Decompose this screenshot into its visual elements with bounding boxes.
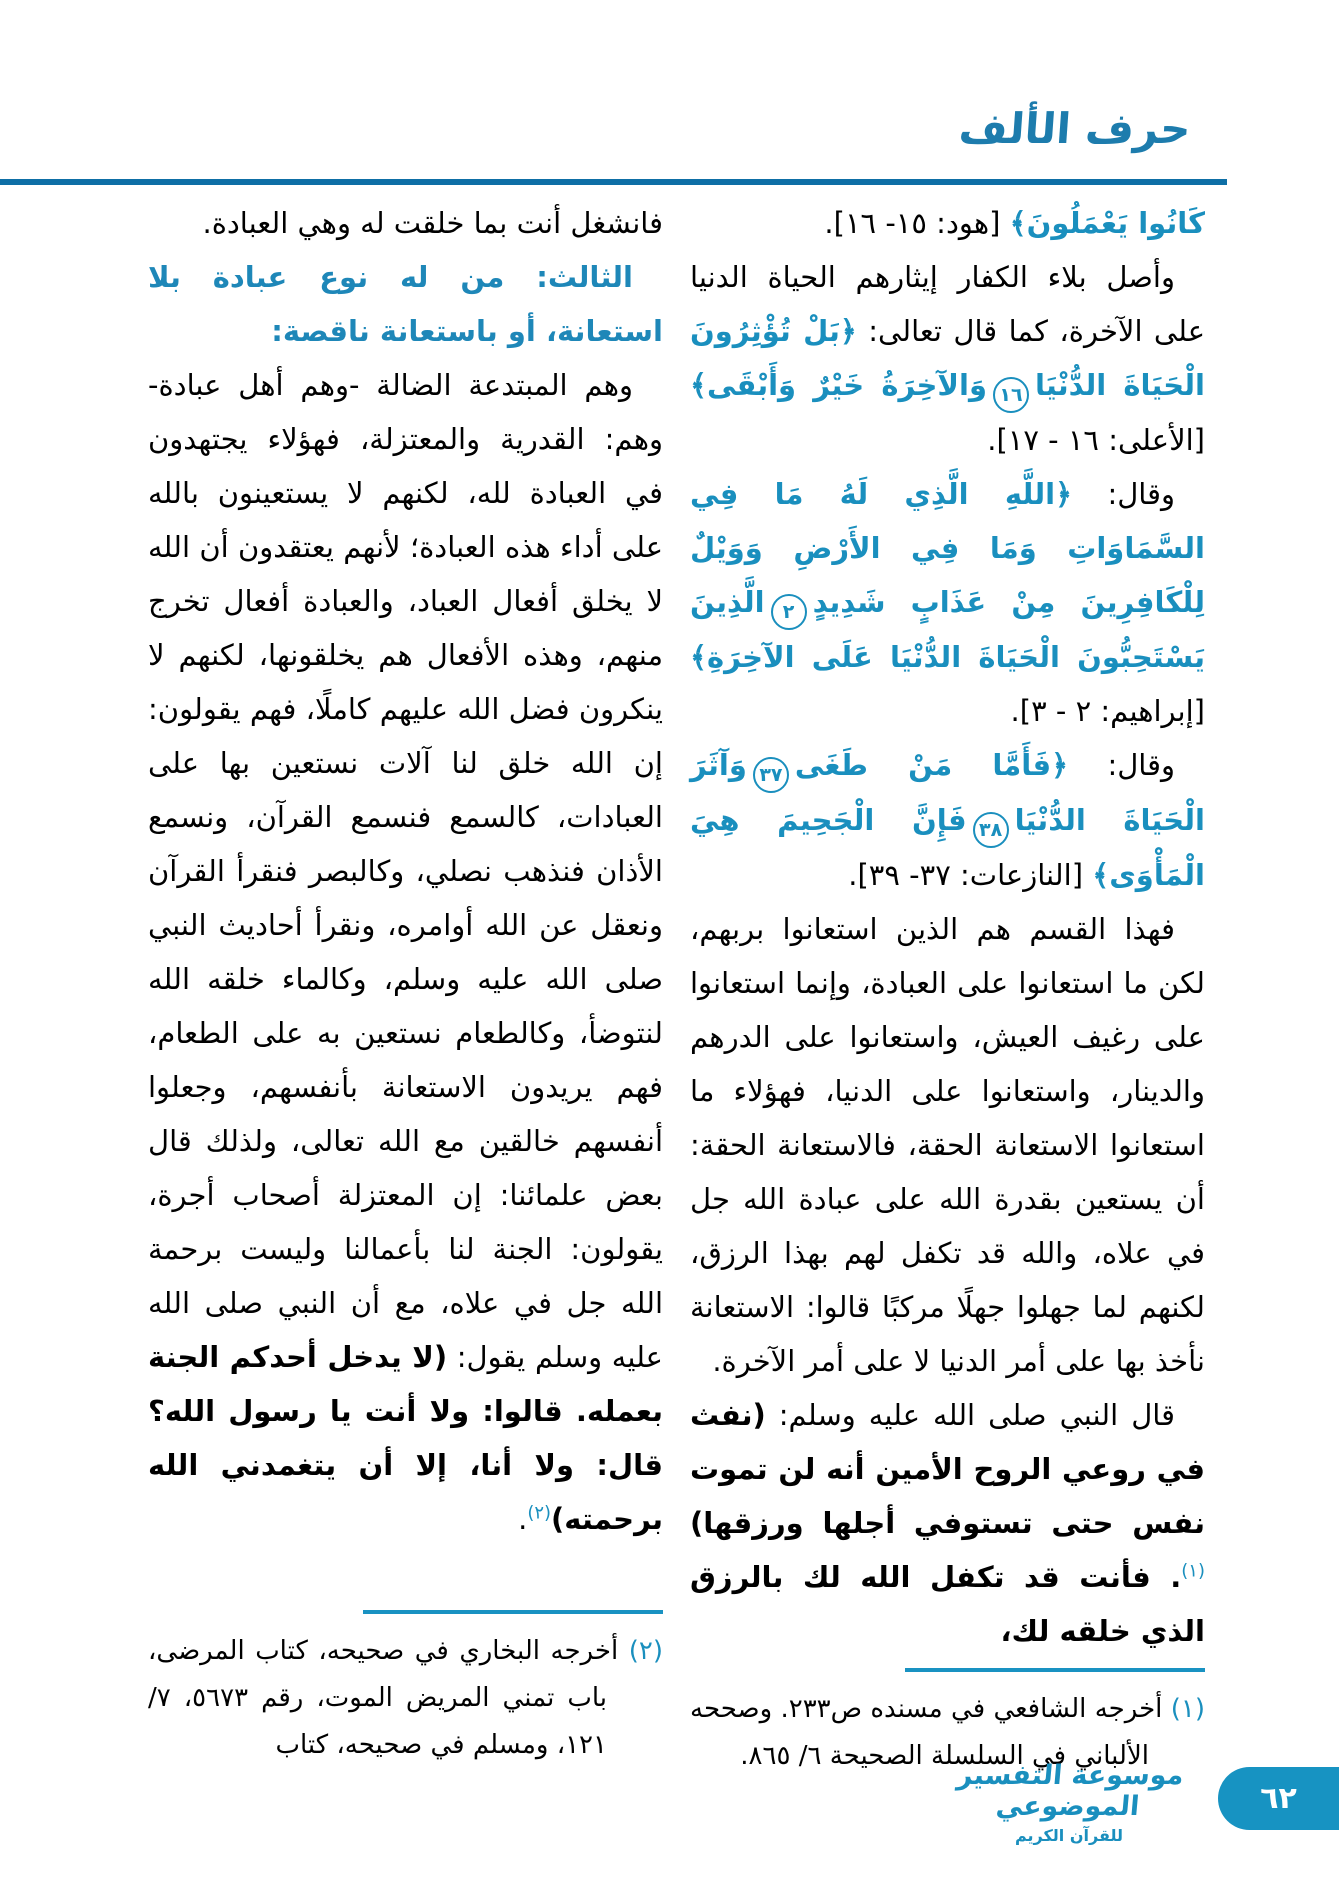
paragraph — [690, 738, 1205, 902]
body-text: وهم المبتدعة الضالة -وهم أهل عبادة- وهم: القدرية والمعتزلة، فهؤلاء يجتهدون في العبادة لله، لكنهم لا يستعينون بالله على أداء هذه العبادة؛ لأنهم يعتقدون أن الله لا يخلق أفعال العباد، والعبادة أفعال تخرج منهم، وهذه الأفعال هم يخلقونها، لكنهم لا ينكرون فضل الله عليهم كاملًا، فهم يقولون: إن الله خلق لنا آلات نستعين بها على العبادات، كالسمع فنسمع القرآن، ونسمع الأذان فنذهب نصلي، وكالبصر فنقرأ القرآن ونعقل عن الله أوامره، ونقرأ أحاديث النبي صلى الله عليه وسلم، وكالماء خلقه الله لنتوضأ، وكالطعام نستعين به على الطعام، فهم يريدون الاستعانة بأنفسهم، وجعلوا أنفسهم خالقين مع الله تعالى، ولذلك قال بعض علمائنا: إن المعتزلة أصحاب أجرة، يقولون: الجنة لنا بأعمالنا وليست برحمة الله جل في علاه، مع أن النبي صلى الله عليه وسلم يقول: — [148, 368, 663, 1374]
text-columns — [148, 196, 1205, 1780]
footnote-reference: (٢) — [527, 1502, 552, 1524]
ayah-number-marker: ١٦ — [993, 377, 1029, 413]
paragraph — [690, 196, 1205, 250]
quran-verse: ﴿فَأَمَّا مَنْ طَغَى — [794, 748, 1069, 782]
hadith-text: . فأنت قد تكفل الله لك بالرزق الذي خلقه لك، — [690, 1560, 1205, 1648]
body-text: وقال: — [1072, 477, 1175, 511]
paragraph — [148, 358, 663, 1546]
paragraph — [690, 467, 1205, 738]
footnote-divider-second — [363, 1610, 663, 1614]
body-text: وأصل بلاء الكفار إيثارهم الحياة الدنيا على الآخرة، كما قال تعالى: — [690, 260, 1205, 348]
body-text: [الأعلى: ١٦ - ١٧]. — [987, 423, 1205, 457]
chapter-title: حرف الألف — [957, 104, 1193, 153]
publisher-logo-title: موسوعة التفسير الموضوعي — [955, 1760, 1185, 1822]
footnote-2 — [148, 1628, 663, 1769]
hadith-text: (نفث في روعي الروح الأمين أنه لن تموت نفس حتى تستوفي أجلها ورزقها) — [690, 1398, 1205, 1540]
paragraph — [690, 250, 1205, 467]
body-text: الثالث: من له نوع عبادة بلا استعانة، أو باستعانة ناقصة: — [148, 260, 663, 348]
hadith-text: (لا يدخل أحدكم الجنة بعمله. قالوا: ولا أنت يا رسول الله؟ قال: ولا أنا، إلا أن يتغمدني الله برحمته) — [148, 1340, 663, 1536]
paragraph — [148, 196, 663, 250]
body-text: [هود: ١٥- ١٦]. — [824, 206, 1010, 240]
quran-verse: الَّذِينَ يَسْتَحِبُّونَ الْحَيَاةَ الدُّنْيَا عَلَى الآخِرَةِ﴾ — [690, 585, 1205, 674]
column-second-text — [148, 196, 663, 1600]
body-text: [النازعات: ٣٧- ٣٩]. — [848, 858, 1093, 892]
quran-verse: ﴿بَلْ تُؤْثِرُونَ الْحَيَاةَ الدُّنْيَا — [690, 314, 1205, 402]
paragraph — [690, 1388, 1205, 1658]
section-heading — [148, 250, 663, 358]
quran-verse: فَإِنَّ الْجَحِيمَ هِيَ الْمَأْوَى﴾ — [690, 803, 1205, 892]
ayah-number-marker: ٣٨ — [973, 812, 1009, 848]
body-text: [إبراهيم: ٢ - ٣]. — [1010, 694, 1205, 728]
page-number-badge — [1218, 1767, 1339, 1830]
quran-verse: وَآثَرَ الْحَيَاةَ الدُّنْيَا — [690, 748, 1205, 837]
ayah-number-marker: ٣٧ — [753, 757, 789, 793]
footnote-divider-first — [905, 1668, 1205, 1672]
quran-verse: كَانُوا يَعْمَلُونَ﴾ — [1009, 206, 1205, 240]
page-number: ٦٢ — [1260, 1781, 1297, 1816]
publisher-logo-subtitle: للقرآن الكريم — [1014, 1826, 1124, 1845]
body-text: وقال: — [1068, 748, 1176, 782]
header-divider — [0, 179, 1227, 185]
ayah-number-marker: ٢ — [771, 594, 807, 630]
quran-verse: ﴿اللَّهِ الَّذِي لَهُ مَا فِي السَّمَاوَاتِ وَمَا فِي الأَرْضِ وَوَيْلٌ لِلْكَافِرِينَ مِنْ عَذَابٍ شَدِيدٍ — [690, 477, 1205, 619]
footnote-2-marker: (٢) — [628, 1636, 663, 1666]
publisher-logo — [923, 1760, 1215, 1845]
column-first — [690, 196, 1205, 1780]
body-text: قال النبي صلى الله عليه وسلم: — [765, 1398, 1175, 1432]
footnote-2-text: أخرجه البخاري في صحيحه، كتاب المرضى، باب تمني المريض الموت، رقم ٥٦٧٣، ٧/ ١٢١، ومسلم في صحيحه، كتاب — [148, 1636, 619, 1760]
quran-verse: وَالآخِرَةُ خَيْرٌ وَأَبْقَى﴾ — [690, 368, 987, 402]
column-first-text — [690, 196, 1205, 1658]
body-text: . — [518, 1502, 528, 1536]
paragraph — [690, 902, 1205, 1388]
footnote-reference: (١) — [1181, 1560, 1205, 1582]
column-second — [148, 196, 663, 1780]
footnote-1-marker: (١) — [1170, 1694, 1206, 1724]
body-text: فهذا القسم هم الذين استعانوا بربهم، لكن ما استعانوا على العبادة، وإنما استعانوا على رغيف العيش، واستعانوا على الدرهم والدينار، واستعانوا على الدنيا، فهؤلاء ما استعانوا الاستعانة الحقة، فالاستعانة الحقة: أن يستعين بقدرة الله على عبادة الله جل في علاه، والله قد تكفل لهم بهذا الرزق، لكنهم لما جهلوا جهلًا مركبًا قالوا: الاستعانة نأخذ بها على أمر الدنيا لا على أمر الآخرة. — [690, 912, 1205, 1378]
body-text: فانشغل أنت بما خلقت له وهي العبادة. — [202, 206, 663, 240]
footnote-1-text: أخرجه الشافعي في مسنده ص٢٣٣. وصححه الألباني في السلسلة الصحيحة ٦/ ٨٦٥. — [690, 1694, 1163, 1771]
